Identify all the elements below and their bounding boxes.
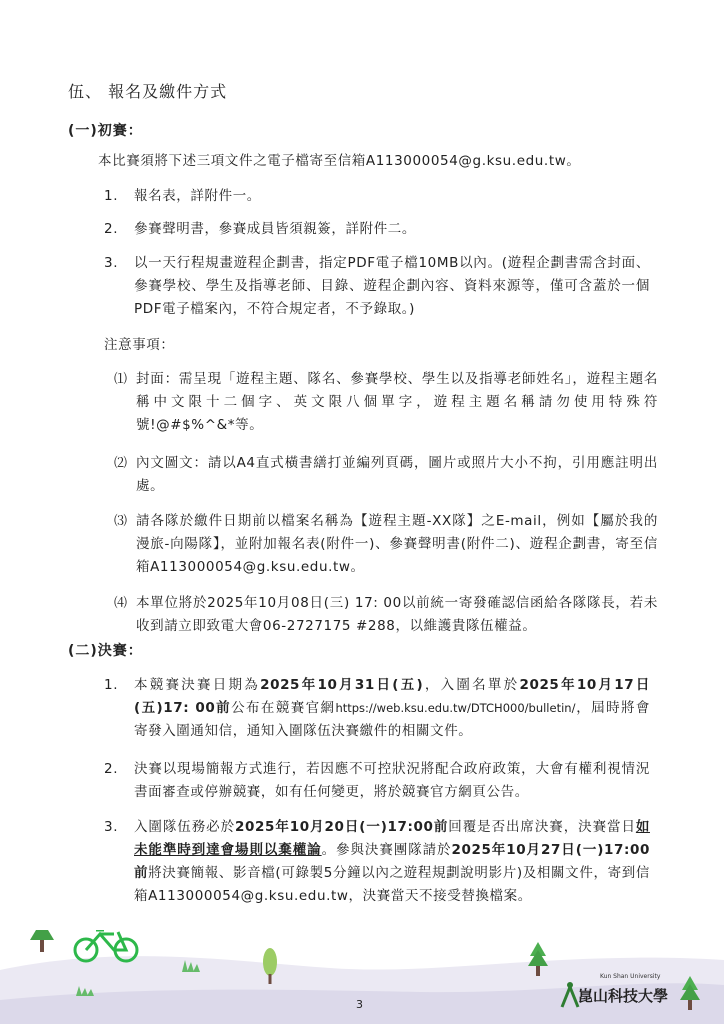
shortlist-date: 2025年10月17日(五)17: 00前 [134, 677, 650, 716]
item-text: 入圍隊伍務必於2025年10月20日(一)17:00前回覆是否出席決賽，決賽當日如未能準時到達會場則以棄權論。參與決賽團隊請於2025年10月27日(一)17:00前將決賽簡報、影音檔(可錄製5分鐘以內之遊程規劃說明影片)及相關文件，寄到信箱A113000054@g.ksu.edu.tw，決賽當天不接受替換檔案。 [134, 819, 651, 904]
logo-chinese-name: 崑山科技大學 [578, 987, 669, 1005]
page-number: 3 [356, 998, 363, 1011]
item-text: 以一天行程規畫遊程企劃書，指定PDF電子檔10MB以內。(遊程企劃書需含封面、參賽學校、學生及指導老師、目錄、遊程企劃內容、資料來源等，僅可含蓋於一個PDF電子檔案內，不符合規定者，不予錄取。) [134, 255, 650, 317]
note-number: ⑴ [114, 372, 128, 387]
item-text: 決賽以現場簡報方式進行，若因應不可控狀況將配合政府政策，大會有權利視情況書面審查或停辦競賽，如有任何變更，將於競賽官方網頁公告。 [134, 761, 650, 800]
logo-english-name: Kun Shan University [600, 973, 661, 980]
section-title: 伍、 報名及繳件方式 [68, 82, 228, 101]
tree-icon [30, 930, 54, 952]
competition-url[interactable]: https://web.ksu.edu.tw/DTCH000/bulletin/ [335, 701, 576, 715]
note-number: ⑵ [114, 456, 128, 471]
final-heading: (二)決賽： [68, 643, 143, 659]
item-text: 本競賽決賽日期為2025年10月31日(五)，入圍名單於2025年10月17日(五)17: 00前公布在競賽官網https://web.ksu.edu.tw/DTCH000/bulletin/，屆時將會寄發入圍通知信，通知入圍隊伍決賽繳件的相關文件。 [134, 677, 651, 739]
note-number: ⑷ [114, 596, 128, 611]
item-number: 3. [104, 255, 119, 271]
item-number: 2. [104, 761, 119, 777]
logo-mark-icon [560, 981, 580, 1009]
notes-label: 注意事項： [104, 337, 175, 353]
item-text: 參賽聲明書，參賽成員皆須親簽，詳附件二。 [134, 221, 416, 237]
item-number: 1. [104, 677, 119, 693]
reply-deadline: 2025年10月20日(一)17:00前 [235, 819, 449, 835]
prelim-heading: (一)初賽： [68, 123, 143, 139]
note-text: 內文圖文：請以A4直式橫書繕打並編列頁碼，圖片或照片大小不拘，引用應註明出處。 [136, 455, 658, 494]
item-number: 1. [104, 188, 119, 204]
final-date: 2025年10月31日(五) [260, 677, 424, 693]
item-number: 2. [104, 221, 119, 237]
prelim-intro: 本比賽須將下述三項文件之電子檔寄至信箱A113000054@g.ksu.edu.tw。 [98, 153, 581, 169]
forfeit-notice: 如未能準時到達會場則以棄權論 [134, 819, 650, 858]
note-text: 請各隊於繳件日期前以檔案名稱為【遊程主題-XX隊】之E-mail，例如【屬於我的漫旅-向陽隊】，並附加報名表(附件一)、參賽聲明書(附件二)、遊程企劃書，寄至信箱A113000054@g.ksu.edu.tw。 [136, 513, 658, 575]
item-text: 報名表，詳附件一。 [134, 188, 261, 204]
note-text: 本單位將於2025年10月08日(三) 17: 00以前統一寄發確認信函給各隊隊長，若未收到請立即致電大會06-2727175 #288，以維護貴隊伍權益。 [136, 595, 658, 634]
note-number: ⑶ [114, 514, 128, 529]
university-logo [560, 973, 680, 1013]
note-text: 封面：需呈現「遊程主題、隊名、參賽學校、學生以及指導老師姓名」，遊程主題名稱中文限十二個字、英文限八個單字，遊程主題名稱請勿使用特殊符號!@#$%^&*等。 [136, 371, 658, 433]
item-number: 3. [104, 819, 119, 835]
submission-deadline: 2025年10月27日(一)17:00前 [134, 842, 651, 881]
